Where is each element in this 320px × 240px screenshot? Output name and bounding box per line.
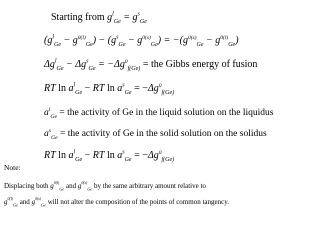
difference-equation (44, 36, 239, 46)
gibbs-fusion-text: = the Gibbs energy of fusion (142, 59, 258, 70)
a-l-ge: $a^l_{Ge}$ (44, 106, 57, 120)
g0s-ge-symbol-2: $g^{0(s)}_{Ge}$ (31, 197, 46, 208)
note-line-1-end: by the same arbitrary amount relative to (93, 182, 206, 190)
rt-ln-equation-1: RT $\ln a^l_{Ge}$ − RT $\ln a^s_{Ge} = -\Delta g^0_{f(Ge)}$ (44, 82, 175, 96)
solidus-activity-text: = the activity of Ge in the solid solution on the solidus (59, 129, 267, 139)
liquidus-activity-line (44, 106, 274, 120)
g0l-ge-symbol-2: $g^{0(l)}_{Ge}$ (4, 197, 18, 208)
note-line-1-start: Displacing both (4, 182, 49, 190)
g0l-ge-symbol: $g^{0(l)}_{Ge}$ (50, 181, 65, 192)
solidus-activity-line (44, 127, 267, 141)
and-text-2: and (19, 198, 30, 206)
starting-equation (51, 13, 147, 23)
note-line-2 (4, 198, 229, 206)
rt-ln-expression-1: RT (44, 83, 56, 94)
note-line-1 (4, 182, 206, 190)
a-s-ge: $a^s_{Ge}$ (44, 127, 58, 141)
equation-difference: $(g^l_{Ge} - g^{0(l)}_{Ge}) - (g^s_{Ge} - g^{0(s)}_{Ge}) = -(g^{0(s)}_{Ge} - g^{0(l)}_{Ge})$ (44, 34, 239, 48)
note-line-2-end: will not alter the composition of the points of common tangency. (47, 198, 230, 206)
note-label: Note: (4, 163, 21, 172)
g0s-ge-symbol: $g^{0(s)}_{Ge}$ (77, 181, 93, 192)
rt-ln-equation-2: RT $\ln a^l_{Ge}$ − RT $\ln a^s_{Ge} = -\Delta g^0_{f(Ge)}$ (44, 149, 175, 163)
rt-ln-expression-2: RT (44, 150, 56, 161)
gibbs-fusion-line (44, 60, 257, 70)
liquidus-activity-text: = the activity of Ge in the liquid solution on the liquidus (59, 108, 274, 118)
equation-g-l-equals-g-s: $g^l_{Ge} = g^s_{Ge}$ (107, 11, 147, 25)
and-text-1: and (65, 182, 78, 190)
delta-g-equation: $\Delta g^l_{Ge} - \Delta g^s_{Ge} = -\Delta g^0_{f(Ge)}$ (44, 58, 141, 72)
starting-text: Starting from (51, 12, 108, 23)
